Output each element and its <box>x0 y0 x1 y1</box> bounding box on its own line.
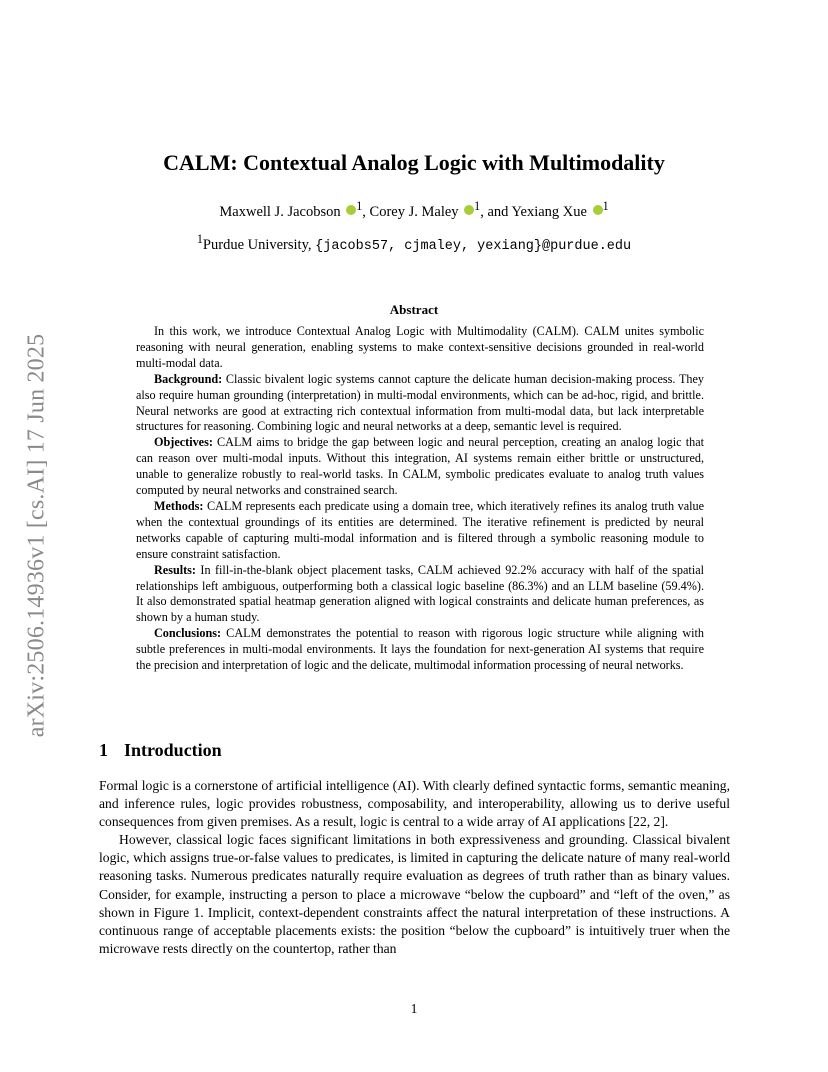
orcid-icon[interactable] <box>346 205 356 215</box>
institution: Purdue University, <box>202 236 316 253</box>
paragraph: However, classical logic faces significant limitations in both expressiveness and grounding. Classical bivalent logic, which assigns true-or-false values to predicates, is limited in capturing the delicate nature of many real-world reasoning tasks. Numerous predicates naturally require evaluation as degrees of truth rather than as binary values. Consider, for example, instructing a person to place a microwave “below the cupboard” and “left of the oven,” as shown in Figure 1. Implicit, context-dependent constraints affect the natural interpretation of these instructions. A continuous range of acceptable placements exists: the position “below the cupboard” is intuitively truer when the microwave rests directly on the countertop, rather than <box>99 832 730 956</box>
author-emails[interactable]: {jacobs57, cjmaley, yexiang}@purdue.edu <box>315 238 632 254</box>
author-name: Maxwell J. Jacobson <box>219 203 341 220</box>
author-list <box>0 199 828 221</box>
author-separator: , and <box>480 203 512 220</box>
section-heading <box>99 740 222 761</box>
affiliation-mark: 1 <box>356 199 363 213</box>
author-separator: , <box>362 203 370 220</box>
abstract-conclusions: Conclusions: CALM demonstrates the potential to reason with rigorous logic structure while aligning with subtle preferences in multi-modal environments. It lays the foundation for next-generation AI systems that require the precision and interpretation of logic and the delicate, multimodal information processing of neural networks. <box>136 626 704 673</box>
abstract-heading: Abstract <box>389 302 439 317</box>
abstract-label: Methods: <box>154 498 204 513</box>
abstract-methods: Methods: CALM represents each predicate using a domain tree, which iteratively refines its analog truth value when the contextual groundings of its entities are determined. The iterative refinement is predicted by neural networks capable of capturing multi-modal information and is filtered through a symbolic reasoning module to ensure constraint satisfaction. <box>136 498 704 561</box>
abstract-background: Background: Classic bivalent logic systems cannot capture the delicate human decision-making process. They also require human grounding (interpretation) in multi-modal environments, which can be ad-hoc, rigid, and brittle. Neural networks are good at extracting rich contextual information from multi-modal data, but lack interpretable structures for reasoning. Combining logic and neural networks at a deep, semantic level is required. <box>136 371 704 434</box>
affiliation-mark: 1 <box>602 199 609 213</box>
abstract-intro: In this work, we introduce Contextual Analog Logic with Multimodality (CALM). CALM unites symbolic reasoning with neural generation, enabling systems to make context-sensitive decisions grounded in real-world multi-modal data. <box>136 324 704 370</box>
arxiv-identifier-text: arXiv:2506.14936v1 [cs.AI] 17 Jun 2025 <box>23 333 50 737</box>
abstract-objectives: Objectives: CALM aims to bridge the gap between logic and neural perception, creating an analog logic that can reason over multi-modal inputs. Without this integration, AI systems remain either brittle or unstructured, unable to generalize robustly to real-world tasks. In CALM, symbolic predicates evaluate to analog truth values computed by neural networks and constrained search. <box>136 435 704 498</box>
author-name: Yexiang Xue <box>511 203 587 220</box>
abstract-label: Objectives: <box>154 435 213 450</box>
affiliation-mark: 1 <box>474 199 481 213</box>
introduction-body <box>99 777 730 958</box>
section-title: Introduction <box>124 740 222 760</box>
orcid-icon[interactable] <box>593 205 603 215</box>
arxiv-identifier-stamp <box>22 300 52 770</box>
abstract-label: Results: <box>154 562 196 577</box>
section-number: 1 <box>99 740 108 760</box>
paragraph: Formal logic is a cornerstone of artificial intelligence (AI). With clearly defined syntactic forms, semantic meaning, and inference rules, logic provides robustness, composability, and interoperability, allowing us to derive useful consequences from given premises. As a result, logic is central to a wide array of AI applications [22, 2]. <box>99 778 730 830</box>
affiliation-mark: 1 <box>196 232 203 246</box>
abstract-label: Background: <box>154 371 223 386</box>
author-name: Corey J. Maley <box>369 203 459 220</box>
affiliation-line <box>0 232 828 254</box>
abstract-label: Conclusions: <box>154 626 222 641</box>
page-number: 1 <box>410 1001 418 1016</box>
abstract-body <box>136 324 704 674</box>
abstract-results: Results: In fill-in-the-blank object placement tasks, CALM achieved 92.2% accuracy with half of the spatial relationships left ambiguous, outperforming both a classical logic baseline (86.3%) and an LLM baseline (59.4%). It also demonstrated spatial heatmap generation aligned with logical constraints and delicate human preferences, as shown by a human study. <box>136 562 704 625</box>
paper-title: CALM: Contextual Analog Logic with Multimodality <box>163 150 665 175</box>
orcid-icon[interactable] <box>464 205 474 215</box>
